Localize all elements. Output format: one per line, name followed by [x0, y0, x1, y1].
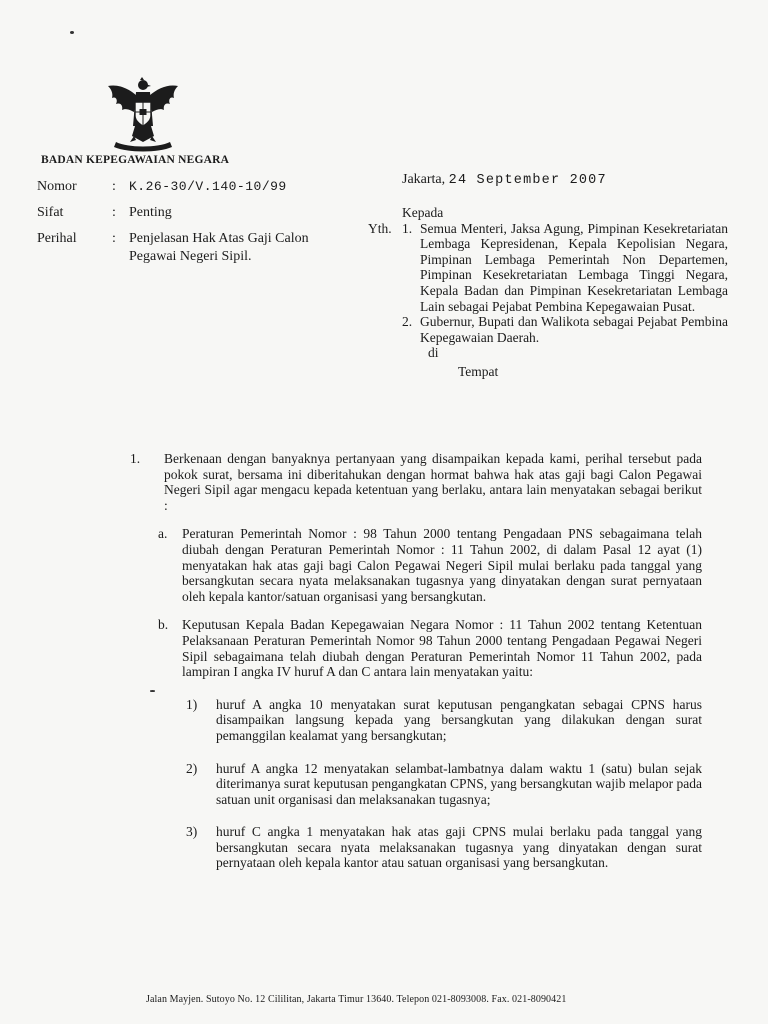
scan-speck	[150, 690, 155, 692]
numbered-item-3	[186, 824, 702, 871]
nomor-value: K.26-30/V.140-10/99	[129, 179, 287, 194]
footer-address: Jalan Mayjen. Sutoyo No. 12 Cililitan, Jakarta Timur 13640. Telepon 021-8093008. Fax. 021-8090421	[146, 994, 567, 1005]
sub-item-text: Keputusan Kepala Badan Kepegawaian Negara Nomor : 11 Tahun 2002 tentang Ketentuan Pelaksanaan Peraturan Pemerintah Nomor 98 Tahun 2000 tentang Pengadaan Pegawai Negeri Sipil sebagaimana telah diubah dengan Peraturan Pemerintah Nomor 11 Tahun 2002, pada lampiran I angka IV huruf A dan C antara lain menyatakan yaitu:	[182, 617, 702, 680]
numbered-item-2	[186, 761, 702, 808]
dateline-date: 24 September 2007	[448, 173, 607, 188]
sifat-value: Penting	[129, 205, 172, 220]
tempat-label: Tempat	[458, 363, 499, 379]
meta-row-perihal	[37, 230, 367, 266]
point-number: 1.	[130, 451, 141, 466]
recipient-row	[368, 221, 728, 346]
numbered-item-text: huruf A angka 10 menyatakan surat keputusan pengangkatan sebagai CPNS harus disampaikan langsung kepada yang bersangkutan yang dilakukan dengan surat pemanggilan kealamat yang bersangkutan;	[216, 696, 702, 743]
organization-name: BADAN KEPEGAWAIAN NEGARA	[41, 154, 230, 166]
dateline	[402, 172, 607, 188]
numbered-item-text: huruf C angka 1 menyatakan hak atas gaji CPNS mulai berlaku pada tanggal yang bersangkutan secara nyata melaksanakan tugasnya yang dinyatakan dengan surat pernyataan oleh kepala kantor atau satuan organisasi yang bersangkutan.	[216, 824, 702, 871]
meta-row-nomor	[37, 178, 367, 196]
recipient-item	[402, 314, 728, 345]
yth-label: Yth.	[368, 220, 392, 236]
numbered-item-1	[186, 697, 702, 744]
perihal-colon: :	[112, 231, 116, 246]
sub-item-text: Peraturan Pemerintah Nomor : 98 Tahun 2000 tentang Pengadaan PNS sebagaimana telah diubah dengan Peraturan Pemerintah Nomor : 11 Tahun 2002, di dalam Pasal 12 ayat (1) menyatakan hak atas gaji bagi Calon Pegawai Negeri Sipil mulai berlaku pada tanggal yang bersangkutan secara nyata melaksanakan tugasnya yang dinyatakan dengan surat pernyataan oleh kepala kantor/satuan organisasi yang bersangkutan.	[182, 526, 702, 604]
sub-item-letter: a.	[158, 526, 168, 542]
sub-item-a	[158, 526, 702, 604]
sifat-colon: :	[112, 205, 116, 220]
nomor-colon: :	[112, 179, 116, 194]
garuda-emblem-icon	[104, 76, 182, 154]
numbered-item-number: 1)	[186, 696, 198, 712]
sub-item-letter: b.	[158, 617, 169, 633]
body-point-1	[130, 451, 702, 513]
recipient-item-number: 2.	[402, 314, 413, 330]
perihal-label: Perihal	[37, 231, 77, 246]
numbered-item-number: 3)	[186, 824, 198, 840]
recipient-item-number: 1.	[402, 220, 413, 236]
letter-body	[130, 451, 702, 871]
di-label: di	[428, 345, 439, 361]
perihal-value: Penjelasan Hak Atas Gaji Calon Pegawai Negeri Sipil.	[129, 231, 309, 264]
recipient-block	[368, 205, 728, 380]
scan-speck	[70, 31, 74, 34]
nomor-label: Nomor	[37, 179, 77, 194]
numbered-item-text: huruf A angka 12 menyatakan selambat-lambatnya dalam waktu 1 (satu) bulan sejak diterimanya surat keputusan pengangkatan CPNS, yang bersangkutan wajib melapor pada satuan unit organisasi dan melaksanakan tugasnya;	[216, 760, 702, 807]
sifat-label: Sifat	[37, 205, 64, 220]
letter-meta	[37, 178, 367, 274]
point-text: Berkenaan dengan banyaknya pertanyaan yang disampaikan kepada kami, perihal tersebut pada pokok surat, bersama ini diberitahukan dengan hormat bahwa hak atas gaji bagi Calon Pegawai Negeri Sipil agar mengacu kepada ketentuan yang berlaku, antara lain menyatakan sebagai berikut :	[164, 451, 702, 513]
recipient-item-text: Gubernur, Bupati dan Walikota sebagai Pejabat Pembina Kepegawaian Daerah.	[420, 314, 728, 345]
sub-item-b	[158, 617, 702, 679]
meta-row-sifat	[37, 204, 367, 222]
kepada-label: Kepada	[402, 205, 444, 220]
recipient-item	[402, 221, 728, 315]
recipient-item-text: Semua Menteri, Jaksa Agung, Pimpinan Kesekretariatan Lembaga Kepresidenan, Kepala Kepolisian Negara, Pimpinan Lembaga Pemerintah Non Departemen, Pimpinan Kesekretariatan Lembaga Tinggi Negara, Kepala Badan dan Pimpinan Kesekretariatan Lembaga Lain sebagai Pejabat Pembina Kepegawaian Pusat.	[420, 220, 728, 314]
dateline-place: Jakarta,	[402, 172, 446, 187]
recipient-list	[402, 221, 728, 346]
numbered-item-number: 2)	[186, 760, 198, 776]
